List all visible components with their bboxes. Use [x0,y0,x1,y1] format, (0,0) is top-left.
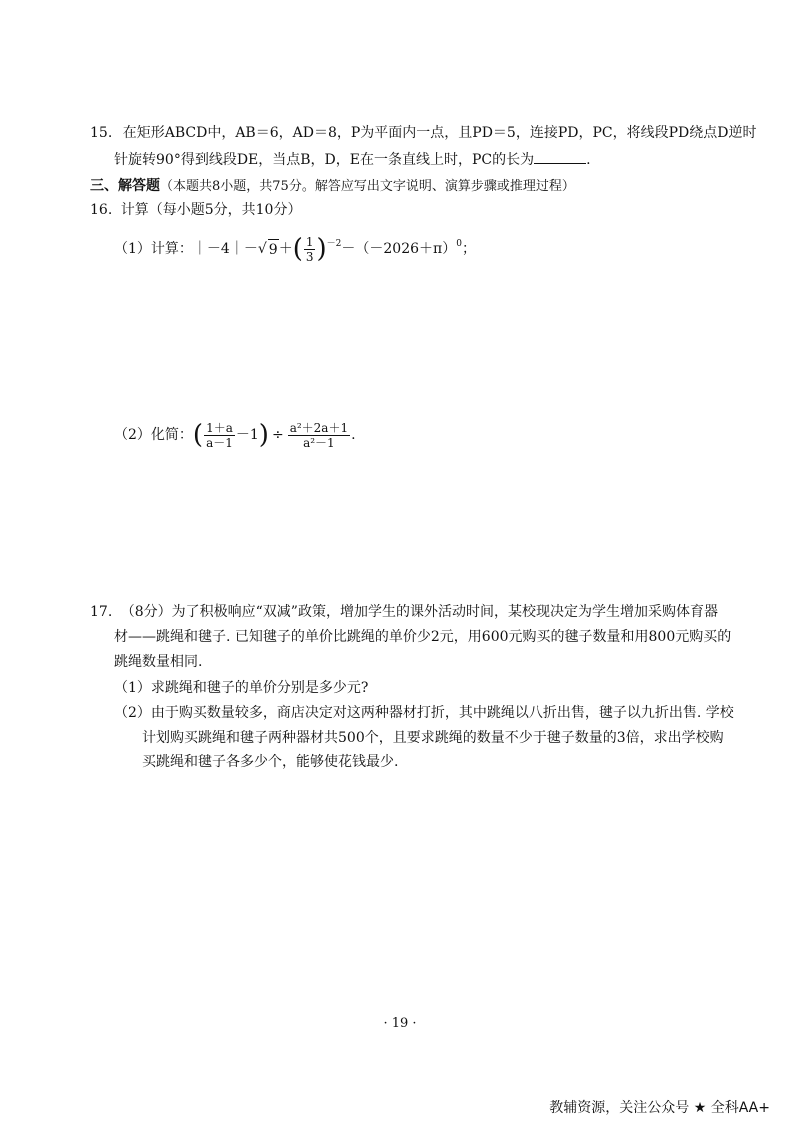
fraction-1 [204,421,235,450]
sub-question-1: （1）求跳绳和毽子的单价分别是多少元? [114,680,369,696]
section-title: 三、解答题 [90,178,160,194]
operator: ＋ [278,241,293,257]
paren-left: ( [192,420,204,450]
section-note: （本题共8小题，共75分。解答应写出文字说明、演算步骤或推理过程） [160,179,575,194]
paren-term: （－2026＋π） [355,241,457,257]
expression-1 [114,234,476,264]
part-label: （1）计算： [114,241,193,257]
question-text: . [586,152,591,168]
numerator: 1 [305,234,314,249]
question-number: 15. [90,125,113,141]
sub-question-2: （2）由于购买数量较多，商店决定对这两种器材打折，其中跳绳以八折出售，毽子以九折出售. 学校 [114,705,734,721]
numerator: 1＋a [206,420,233,435]
footer-text: 教辅资源，关注公众号 ★ 全科AA+ [549,1100,770,1116]
paren-right: ) [316,234,327,264]
question-text: 针旋转90°得到线段DE，当点B，D，E在一条直线上时，PC的长为 [114,152,535,168]
question-text: 跳绳数量相同. [114,654,203,670]
paren-right: ) [258,420,269,450]
page-number: · 19 · [383,1016,417,1031]
exponent: 0 [456,239,462,249]
punctuation: . [351,427,356,443]
question-text: （8分）为了积极响应“双减”政策，增加学生的课外活动时间，某校现决定为学生增加采购体育器 [120,604,718,620]
denominator: a²－1 [303,435,335,450]
operator: － [243,241,258,257]
answer-blank [534,149,586,164]
sqrt-symbol: √ [257,241,267,257]
exponent: －2 [326,239,342,249]
part-label: （2）化简： [114,427,193,443]
sqrt-argument: 9 [268,239,279,260]
question-number: 17. [90,604,113,620]
operator: ÷ [271,427,284,443]
operator-term: －1 [235,427,259,443]
fraction-2 [288,421,350,450]
section-heading [90,176,575,197]
sub-question-2-cont: 买跳绳和毽子各多少个，能够使花钱最少. [142,754,399,770]
numerator: a²＋2a＋1 [289,420,349,435]
question-text: 计算（每小题5分，共10分） [120,202,302,218]
abs-term: ｜－4｜ [192,241,244,257]
sub-question-2-cont: 计划购买跳绳和毽子两种器材共500个，且要求跳绳的数量不少于毽子数量的3倍，求出学校购 [142,730,724,746]
paren-left: ( [292,234,303,264]
denominator: 3 [305,249,314,264]
question-text: 材——跳绳和毽子. 已知毽子的单价比跳绳的单价少2元，用600元购买的毽子数量和用800元购买的 [114,629,732,645]
punctuation: ； [461,241,476,257]
operator: － [341,241,356,257]
fraction-one-third [304,235,316,264]
expression-2 [114,418,356,452]
question-text: 在矩形ABCD中，AB＝6，AD＝8，P为平面内一点，且PD＝5，连接PD，PC，将线段PD绕点D逆时 [122,125,757,141]
question-number: 16. [90,202,113,218]
denominator: a－1 [206,435,233,450]
